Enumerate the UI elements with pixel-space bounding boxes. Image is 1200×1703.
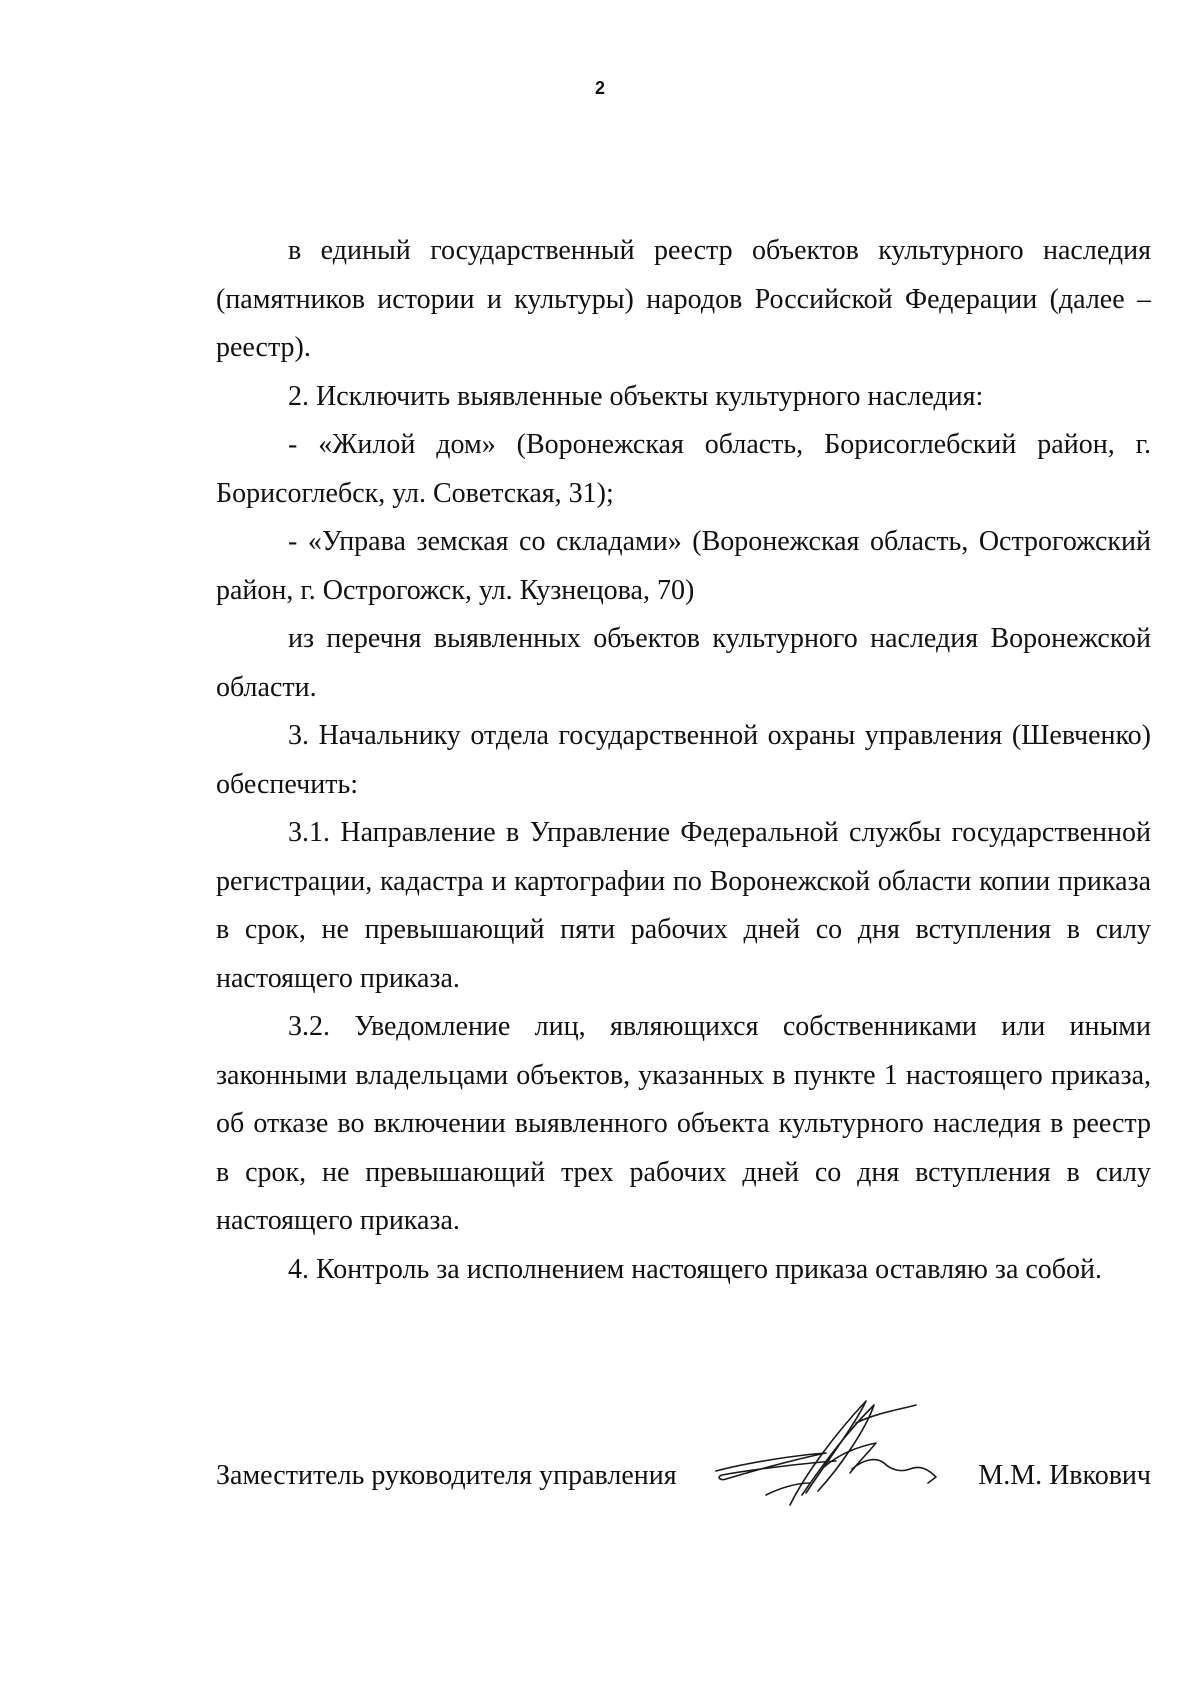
paragraph-item-2: 2. Исключить выявленные объекты культурного наследия:: [288, 380, 984, 412]
paragraph-item-3-2: 3.2. Уведомление лиц, являющихся собственниками или иными законными владельцами объектов, указанных в пункте 1 настоящего приказа, об отказе во включении выявленного объекта культурного наследия в реестр в срок, не превышающий трех рабочих дней со дня вступления в силу настоящего приказа.: [216, 1011, 1151, 1236]
handwritten-signature-icon: [706, 1383, 946, 1511]
paragraph-registry-continuation: в единый государственный реестр объектов культурного наследия (памятников истории и культуры) народов Российской Федерации (далее – реестр).: [216, 235, 1151, 363]
page-number: 2: [594, 78, 605, 98]
paragraph-object-residential-house: - «Жилой дом» (Воронежская область, Борисоглебский район, г. Борисоглебск, ул. Советская, 31);: [216, 429, 1151, 509]
paragraph-item-4: 4. Контроль за исполнением настоящего приказа оставляю за собой.: [288, 1253, 1103, 1285]
signatory-name: М.М. Ивкович: [978, 1460, 1151, 1491]
paragraph-item-3-1: 3.1. Направление в Управление Федеральной службы государственной регистрации, кадастра и картографии по Воронежской области копии приказа в срок, не превышающий пяти рабочих дней со дня вступления в силу настоящего приказа.: [216, 817, 1151, 994]
paragraph-item-3: 3. Начальнику отдела государственной охраны управления (Шевченко) обеспечить:: [216, 720, 1151, 800]
document-body: [216, 227, 1151, 1294]
paragraph-from-list: из перечня выявленных объектов культурного наследия Воронежской области.: [216, 623, 1151, 703]
signatory-position: Заместитель руководителя управления: [216, 1460, 677, 1491]
signature-block: [216, 1383, 1151, 1513]
paragraph-object-zemstvo-board: - «Управа земская со складами» (Воронежская область, Острогожский район, г. Острогожск, ул. Кузнецова, 70): [216, 526, 1151, 606]
